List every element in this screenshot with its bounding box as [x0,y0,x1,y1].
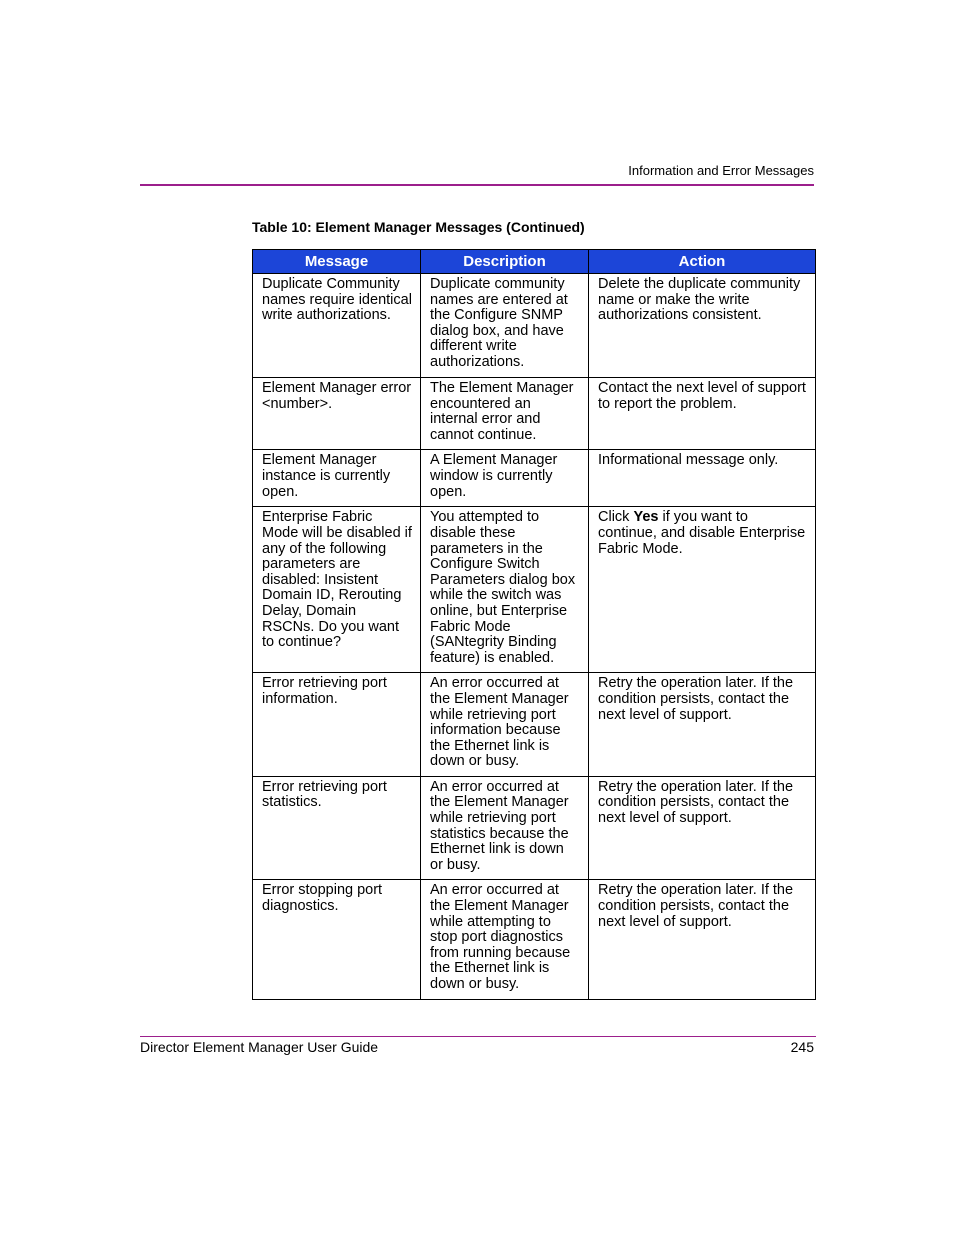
action-cell: Retry the operation later. If the condition persists, contact the next level of support. [589,776,816,880]
column-header-description: Description [421,250,589,274]
messages-table [252,249,816,1000]
page-number: 245 [790,1039,814,1055]
description-cell: A Element Manager window is currently open. [421,450,589,507]
table-row [253,450,816,507]
column-header-message: Message [253,250,421,274]
table-row [253,673,816,777]
action-cell: Informational message only. [589,450,816,507]
action-cell: Retry the operation later. If the condition persists, contact the next level of support. [589,880,816,999]
action-text: Click [598,509,634,526]
message-cell: Element Manager error <number>. [253,378,421,450]
table-row [253,507,816,673]
table-row [253,880,816,999]
description-cell: The Element Manager encountered an internal error and cannot continue. [421,378,589,450]
description-cell: Duplicate community names are entered at the Configure SNMP dialog box, and have different write authorizations. [421,274,589,378]
action-cell [589,507,816,673]
table-row [253,378,816,450]
column-header-action: Action [589,250,816,274]
action-cell: Delete the duplicate community name or make the write authorizations consistent. [589,274,816,378]
message-cell: Enterprise Fabric Mode will be disabled if any of the following parameters are disabled: Insistent Domain ID, Rerouting Delay, Domain RSCNs. Do you want to continue? [253,507,421,673]
header-divider [140,184,814,186]
running-header: Information and Error Messages [628,163,814,178]
action-cell: Retry the operation later. If the condition persists, contact the next level of support. [589,673,816,777]
table-row [253,274,816,378]
message-cell: Element Manager instance is currently open. [253,450,421,507]
message-cell: Error retrieving port statistics. [253,776,421,880]
description-cell: An error occurred at the Element Manager while retrieving port information because the Ethernet link is down or busy. [421,673,589,777]
table-header-row [253,250,816,274]
message-cell: Duplicate Community names require identical write authorizations. [253,274,421,378]
description-cell: You attempted to disable these parameters in the Configure Switch Parameters dialog box while the switch was online, but Enterprise Fabric Mode (SANtegrity Binding feature) is enabled. [421,507,589,673]
action-cell: Contact the next level of support to report the problem. [589,378,816,450]
description-cell: An error occurred at the Element Manager while attempting to stop port diagnostics from running because the Ethernet link is down or busy. [421,880,589,999]
footer-divider [140,1036,816,1037]
table-caption: Table 10: Element Manager Messages (Continued) [252,219,585,235]
yes-keyword: Yes [633,509,659,526]
description-cell: An error occurred at the Element Manager while retrieving port statistics because the Ethernet link is down or busy. [421,776,589,880]
footer-guide-title: Director Element Manager User Guide [140,1039,379,1055]
table-row [253,776,816,880]
message-cell: Error retrieving port information. [253,673,421,777]
message-cell: Error stopping port diagnostics. [253,880,421,999]
action-text: if you want to continue, and disable Enterprise Fabric Mode. [598,509,806,557]
